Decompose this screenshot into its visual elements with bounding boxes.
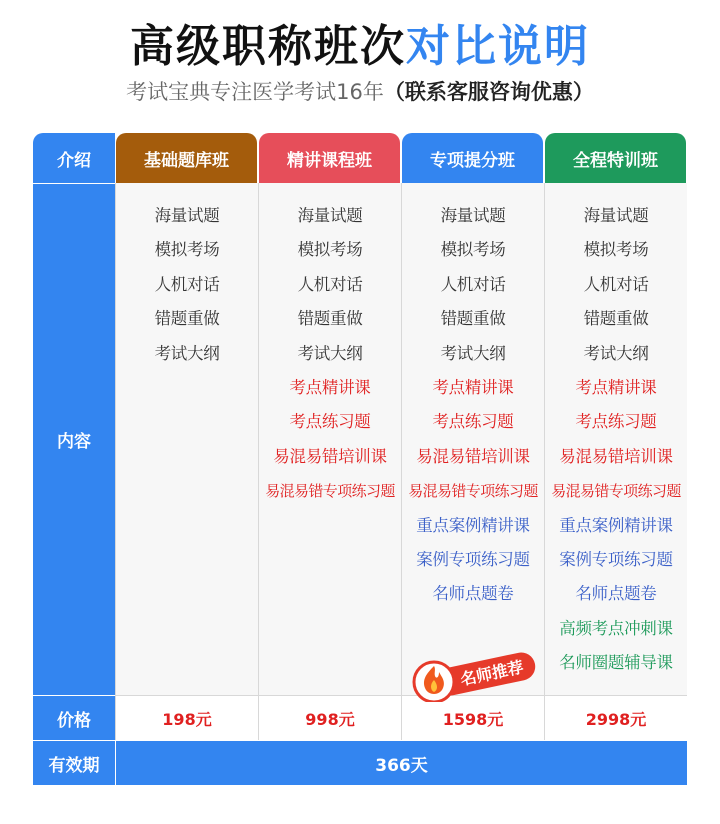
row-label-validity: 有效期 <box>33 740 115 785</box>
feature-item: 重点案例精讲课 <box>559 515 673 535</box>
feature-item: 考试大纲 <box>440 343 506 363</box>
feature-item: 名师点题卷 <box>432 584 514 604</box>
plan-features-3 <box>401 183 544 695</box>
feature-item: 模拟考场 <box>440 240 506 260</box>
feature-item: 名师点题卷 <box>575 584 657 604</box>
feature-item: 考试大纲 <box>154 343 220 363</box>
plan-header-1: 基础题库班 <box>116 133 257 183</box>
feature-item: 案例专项练习题 <box>559 549 673 569</box>
feature-item: 错题重做 <box>154 309 220 329</box>
feature-item: 人机对话 <box>440 274 506 294</box>
feature-item: 考点精讲课 <box>432 377 514 397</box>
feature-item: 考点精讲课 <box>575 377 657 397</box>
feature-item: 考点精讲课 <box>289 377 371 397</box>
feature-item: 易混易错专项练习题 <box>265 482 395 501</box>
feature-item: 易混易错培训课 <box>416 446 530 466</box>
feature-item: 易混易错专项练习题 <box>551 482 681 501</box>
page-title <box>0 10 720 74</box>
feature-item: 案例专项练习题 <box>416 549 530 569</box>
feature-item: 海量试题 <box>583 206 649 225</box>
feature-item: 高频考点冲刺课 <box>559 618 673 638</box>
plan-features-1 <box>115 183 258 695</box>
feature-item: 考试大纲 <box>297 343 363 363</box>
plan-price-4: 2998元 <box>544 695 687 740</box>
feature-item: 模拟考场 <box>154 240 220 260</box>
validity-value: 366天 <box>115 740 687 785</box>
plan-price-3: 1598元 <box>401 695 544 740</box>
row-label-price: 价格 <box>33 695 115 740</box>
subtitle-main: 考试宝典专注医学考试16年 <box>126 80 384 104</box>
feature-item: 考点练习题 <box>289 412 371 432</box>
feature-item: 易混易错培训课 <box>273 446 387 466</box>
feature-item: 海量试题 <box>154 206 220 225</box>
plan-header-2: 精讲课程班 <box>259 133 400 183</box>
feature-item: 考点练习题 <box>575 412 657 432</box>
feature-item: 易混易错培训课 <box>559 446 673 466</box>
row-label-content: 内容 <box>33 183 115 695</box>
feature-item: 海量试题 <box>297 206 363 225</box>
feature-item: 海量试题 <box>440 206 506 225</box>
plan-header-4: 全程特训班 <box>545 133 686 183</box>
plan-price-2: 998元 <box>258 695 401 740</box>
title-main: 高级职称班次 <box>130 21 406 72</box>
subtitle-contact-note: （联系客服咨询优惠） <box>383 80 594 104</box>
feature-item: 错题重做 <box>297 309 363 329</box>
feature-item: 人机对话 <box>297 274 363 294</box>
feature-item: 模拟考场 <box>297 240 363 260</box>
recommend-badge-label: 名师推荐 <box>459 659 526 690</box>
feature-item: 人机对话 <box>154 274 220 294</box>
feature-item: 易混易错专项练习题 <box>408 482 538 501</box>
feature-item: 模拟考场 <box>583 240 649 260</box>
feature-item: 错题重做 <box>583 309 649 329</box>
feature-item: 考试大纲 <box>583 343 649 363</box>
feature-item: 名师圈题辅导课 <box>559 653 673 673</box>
title-highlight: 对比说明 <box>406 21 590 72</box>
comparison-table <box>33 132 687 785</box>
plan-features-4 <box>544 183 687 695</box>
page-subtitle <box>0 76 720 106</box>
plan-header-3: 专项提分班 <box>402 133 543 183</box>
feature-item: 人机对话 <box>583 274 649 294</box>
row-label-intro: 介绍 <box>33 133 115 183</box>
feature-item: 考点练习题 <box>432 412 514 432</box>
recommend-badge <box>406 646 546 702</box>
plan-price-1: 198元 <box>115 695 258 740</box>
feature-item: 错题重做 <box>440 309 506 329</box>
feature-item: 重点案例精讲课 <box>416 515 530 535</box>
plan-features-2 <box>258 183 401 695</box>
